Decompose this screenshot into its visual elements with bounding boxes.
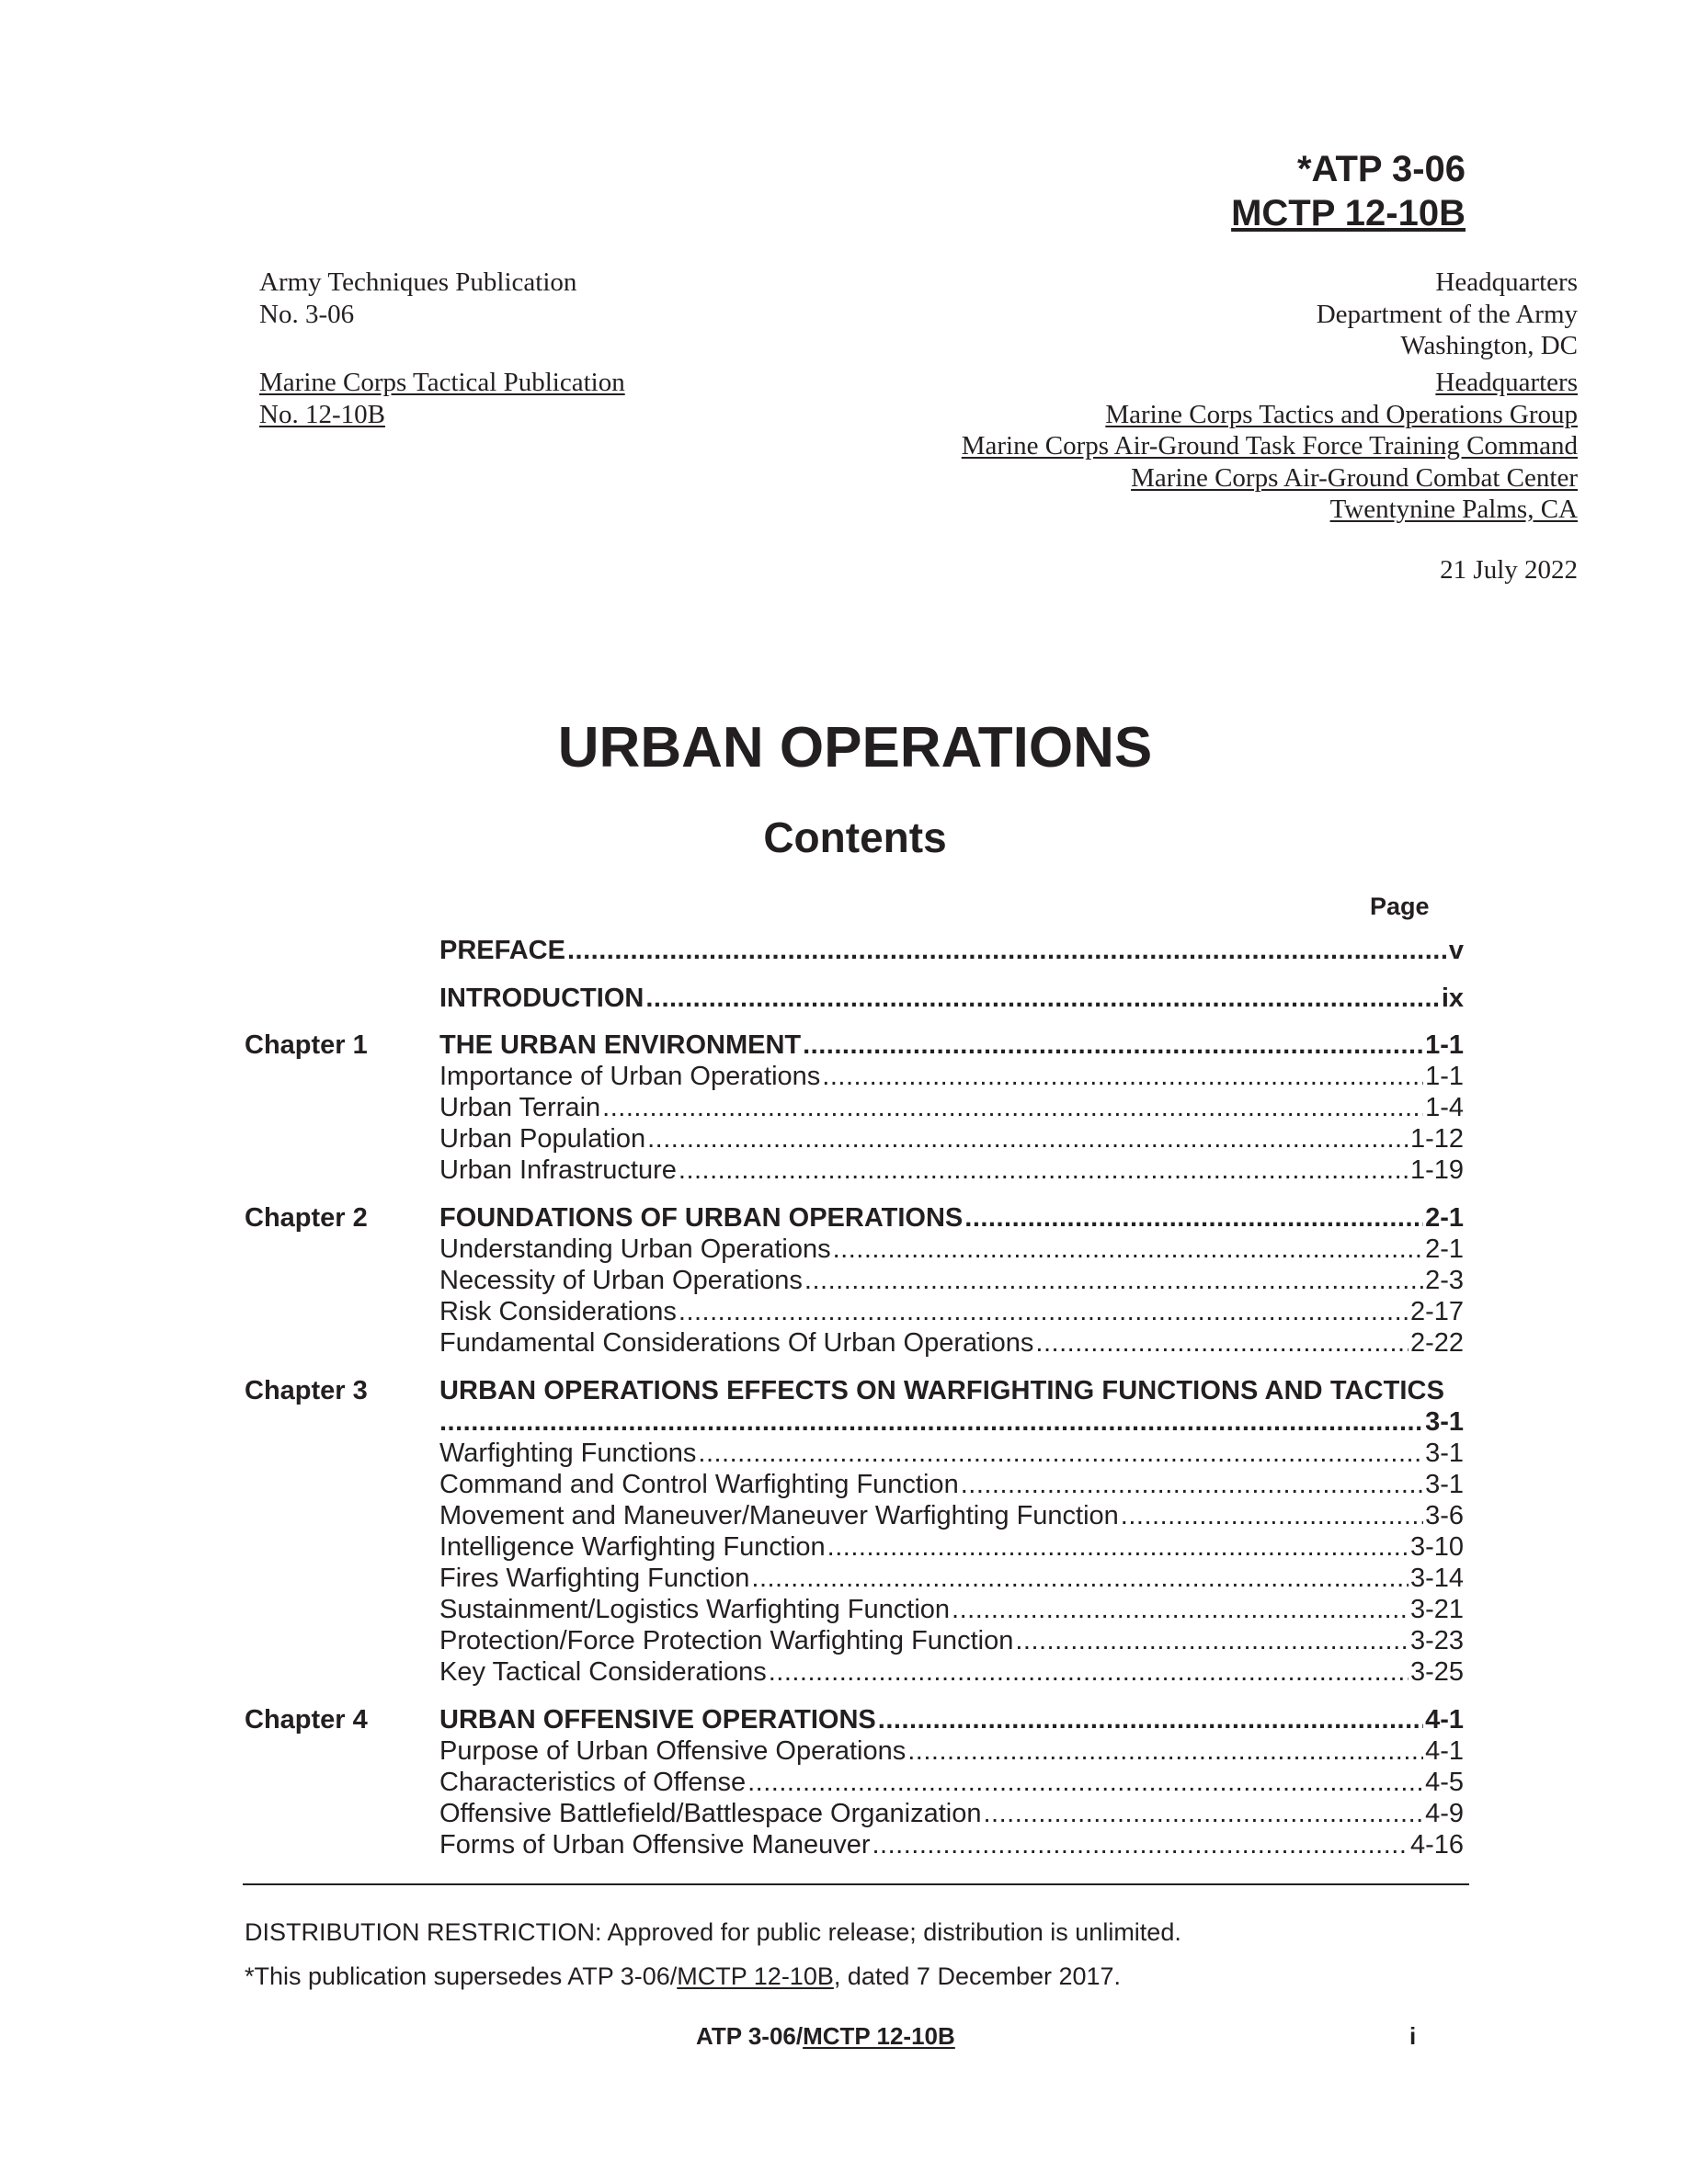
toc-entry-title: Intelligence Warfighting Function bbox=[439, 1532, 826, 1562]
toc-chapter-4[interactable] bbox=[439, 1704, 1464, 1735]
toc-entry[interactable] bbox=[439, 1155, 1464, 1186]
marine-headquarters-block bbox=[962, 367, 1578, 526]
toc-entry-page: 3-1 bbox=[1425, 1407, 1464, 1437]
toc-chapter-title: THE URBAN ENVIRONMENT bbox=[439, 1030, 802, 1060]
toc-leader bbox=[907, 1735, 1423, 1767]
toc-leader bbox=[439, 1406, 1423, 1438]
toc-entry-title: Offensive Battlefield/Battlespace Organization bbox=[439, 1799, 982, 1828]
supersedes-note bbox=[245, 1962, 1121, 1991]
supersedes-text: *This publication supersedes ATP 3-06/ bbox=[245, 1962, 678, 1990]
toc-entry-page: 3-21 bbox=[1409, 1595, 1464, 1624]
page-title: URBAN OPERATIONS bbox=[557, 716, 1153, 779]
toc-entry-title: Urban Terrain bbox=[439, 1093, 601, 1122]
toc-leader bbox=[961, 1469, 1423, 1500]
toc-entry-page: 2-22 bbox=[1409, 1328, 1464, 1358]
toc-entry[interactable] bbox=[439, 1735, 1464, 1767]
toc-entry[interactable] bbox=[439, 1327, 1464, 1359]
toc-entry-page: 4-1 bbox=[1425, 1736, 1464, 1766]
toc-entry-title: Necessity of Urban Operations bbox=[439, 1266, 803, 1295]
toc-entry-page: 3-23 bbox=[1409, 1626, 1464, 1655]
toc-entry-page: 2-1 bbox=[1425, 1234, 1464, 1264]
toc-entry-title: PREFACE bbox=[439, 936, 565, 965]
toc-entry-page: 1-1 bbox=[1425, 1062, 1464, 1091]
toc-entry-page: 3-25 bbox=[1409, 1657, 1464, 1687]
toc-entry[interactable] bbox=[439, 1829, 1464, 1860]
toc-entry-page: 2-3 bbox=[1425, 1266, 1464, 1295]
chapter-label: Chapter 4 bbox=[245, 1705, 368, 1735]
toc-leader bbox=[878, 1704, 1423, 1735]
toc-entry-page: 4-16 bbox=[1409, 1830, 1464, 1860]
toc-entry-title: Understanding Urban Operations bbox=[439, 1234, 831, 1264]
toc-entry[interactable] bbox=[439, 1265, 1464, 1296]
toc-chapter-3-title[interactable] bbox=[439, 1375, 1464, 1406]
toc-entry-title: Forms of Urban Offensive Maneuver bbox=[439, 1830, 871, 1860]
toc-entry-page: 3-14 bbox=[1409, 1564, 1464, 1593]
toc-entry-page: 2-17 bbox=[1409, 1297, 1464, 1326]
toc-entry[interactable] bbox=[439, 1296, 1464, 1327]
army-publication-number: No. 3-06 bbox=[259, 299, 355, 329]
toc-leader bbox=[827, 1531, 1409, 1563]
toc-entry-title: Command and Control Warfighting Function bbox=[439, 1470, 959, 1499]
toc-entry-page: 3-6 bbox=[1425, 1501, 1464, 1530]
toc-chapter-title: FOUNDATIONS OF URBAN OPERATIONS bbox=[439, 1203, 964, 1233]
chapter-label: Chapter 3 bbox=[245, 1376, 368, 1405]
toc-leader bbox=[747, 1767, 1423, 1798]
toc-entry-title: Warfighting Functions bbox=[439, 1439, 697, 1468]
toc-entry-title: Fundamental Considerations Of Urban Operations bbox=[439, 1328, 1034, 1358]
toc-leader bbox=[645, 983, 1439, 1014]
toc-entry[interactable] bbox=[439, 1092, 1464, 1123]
army-hq-line: Headquarters bbox=[1435, 267, 1578, 297]
toc-entry-page: 4-9 bbox=[1425, 1799, 1464, 1828]
toc-entry[interactable] bbox=[439, 1531, 1464, 1563]
toc-chapter-3-leader[interactable] bbox=[439, 1406, 1464, 1438]
army-publication-block bbox=[259, 267, 576, 330]
chapter-label: Chapter 2 bbox=[245, 1203, 368, 1233]
chapter-label: Chapter 1 bbox=[245, 1030, 368, 1060]
toc-entry-page: 1-12 bbox=[1409, 1124, 1464, 1154]
toc-leader bbox=[804, 1265, 1423, 1296]
toc-entry-page: 3-1 bbox=[1425, 1470, 1464, 1499]
toc-chapter-title: URBAN OFFENSIVE OPERATIONS bbox=[439, 1705, 876, 1735]
marine-hq-line: Marine Corps Tactics and Operations Group bbox=[1105, 399, 1578, 429]
toc-leader bbox=[769, 1656, 1409, 1688]
toc-page-label: Page bbox=[1370, 893, 1430, 920]
toc-entry[interactable] bbox=[439, 1469, 1464, 1500]
toc-entry-page: 2-1 bbox=[1425, 1203, 1464, 1233]
toc-chapter-title: URBAN OPERATIONS EFFECTS ON WARFIGHTING FUNCTIONS AND TACTICS bbox=[439, 1376, 1445, 1405]
toc-entry[interactable] bbox=[439, 1061, 1464, 1092]
toc-leader bbox=[964, 1202, 1423, 1234]
toc-leader bbox=[679, 1155, 1409, 1186]
toc-entry-title: INTRODUCTION bbox=[439, 984, 644, 1013]
toc-leader bbox=[567, 935, 1447, 966]
mctp-number: MCTP 12-10B bbox=[1231, 193, 1466, 233]
toc-leader bbox=[833, 1234, 1423, 1265]
atp-number: *ATP 3-06 bbox=[1296, 149, 1466, 189]
marine-publication-title: Marine Corps Tactical Publication bbox=[259, 368, 625, 397]
distribution-restriction: DISTRIBUTION RESTRICTION: Approved for public release; distribution is unlimited. bbox=[245, 1918, 1181, 1946]
marine-hq-line: Twentynine Palms, CA bbox=[1329, 495, 1578, 524]
running-footer-text: ATP 3-06/ bbox=[696, 2022, 804, 2050]
toc-entry-preface[interactable] bbox=[439, 935, 1464, 966]
toc-entry-title: Urban Infrastructure bbox=[439, 1155, 677, 1185]
marine-publication-block bbox=[259, 367, 625, 430]
toc-leader bbox=[698, 1438, 1423, 1469]
toc-entry[interactable] bbox=[439, 1123, 1464, 1155]
toc-entry-title: Fires Warfighting Function bbox=[439, 1564, 750, 1593]
toc-entry[interactable] bbox=[439, 1625, 1464, 1656]
marine-hq-line: Headquarters bbox=[1435, 368, 1578, 397]
toc-entry-page: ix bbox=[1441, 984, 1464, 1013]
footer-divider bbox=[243, 1883, 1469, 1885]
toc-entry[interactable] bbox=[439, 1798, 1464, 1829]
toc-entry-page: 4-5 bbox=[1425, 1768, 1464, 1797]
marine-publication-number: No. 12-10B bbox=[259, 399, 385, 429]
toc-leader bbox=[873, 1829, 1409, 1860]
toc-entry-title: Urban Population bbox=[439, 1124, 646, 1154]
supersedes-text: , dated 7 December 2017. bbox=[833, 1962, 1122, 1990]
toc-entry-page: 3-10 bbox=[1409, 1532, 1464, 1562]
toc-leader bbox=[679, 1296, 1409, 1327]
toc-entry[interactable] bbox=[439, 1500, 1464, 1531]
toc-leader bbox=[647, 1123, 1409, 1155]
toc-leader bbox=[952, 1594, 1409, 1625]
toc-entry-page: v bbox=[1448, 936, 1464, 965]
toc-entry[interactable] bbox=[439, 1234, 1464, 1265]
army-headquarters-block bbox=[1317, 267, 1578, 362]
toc-leader bbox=[822, 1061, 1423, 1092]
toc-entry-page: 4-1 bbox=[1425, 1705, 1464, 1735]
toc-leader bbox=[803, 1029, 1423, 1061]
contents-heading: Contents bbox=[763, 813, 947, 861]
page-number: i bbox=[1409, 2022, 1417, 2050]
army-hq-line: Department of the Army bbox=[1316, 299, 1578, 329]
toc-entry[interactable] bbox=[439, 1767, 1464, 1798]
running-footer bbox=[696, 2022, 955, 2051]
toc-entry-title: Protection/Force Protection Warfighting Function bbox=[439, 1626, 1014, 1655]
supersedes-link[interactable]: MCTP 12-10B bbox=[677, 1962, 834, 1990]
toc-entry-page: 3-1 bbox=[1425, 1439, 1464, 1468]
toc-entry[interactable] bbox=[439, 1563, 1464, 1594]
toc-entry-page: 1-1 bbox=[1425, 1030, 1464, 1060]
marine-hq-line: Marine Corps Air-Ground Combat Center bbox=[1131, 462, 1578, 493]
toc-entry[interactable] bbox=[439, 1656, 1464, 1688]
toc-entry-title: Importance of Urban Operations bbox=[439, 1062, 821, 1091]
toc-entry-page: 1-19 bbox=[1409, 1155, 1464, 1185]
toc-entry-title: Sustainment/Logistics Warfighting Function bbox=[439, 1595, 951, 1624]
toc-leader bbox=[602, 1092, 1423, 1123]
toc-entry-title: Movement and Maneuver/Maneuver Warfighting Function bbox=[439, 1501, 1119, 1530]
toc-leader bbox=[983, 1798, 1423, 1829]
toc-entry-title: Risk Considerations bbox=[439, 1297, 677, 1326]
toc-entry[interactable] bbox=[439, 1438, 1464, 1469]
army-hq-line: Washington, DC bbox=[1400, 331, 1578, 360]
toc-chapter-1[interactable] bbox=[439, 1029, 1464, 1061]
toc-leader bbox=[751, 1563, 1409, 1594]
toc-entry[interactable] bbox=[439, 1594, 1464, 1625]
toc-entry-title: Key Tactical Considerations bbox=[439, 1657, 767, 1687]
toc-entry-title: Characteristics of Offense bbox=[439, 1768, 747, 1797]
toc-leader bbox=[1035, 1327, 1409, 1359]
toc-chapter-2[interactable] bbox=[439, 1202, 1464, 1234]
publication-date: 21 July 2022 bbox=[1440, 555, 1578, 585]
publication-id bbox=[1231, 147, 1466, 235]
toc-entry-title: Purpose of Urban Offensive Operations bbox=[439, 1736, 907, 1766]
marine-hq-line: Marine Corps Air-Ground Task Force Training Command bbox=[961, 431, 1578, 461]
running-footer-link[interactable]: MCTP 12-10B bbox=[803, 2022, 955, 2050]
toc-leader bbox=[1121, 1500, 1423, 1531]
army-publication-title: Army Techniques Publication bbox=[259, 267, 577, 297]
toc-entry-page: 1-4 bbox=[1425, 1093, 1464, 1122]
toc-leader bbox=[1015, 1625, 1409, 1656]
toc-entry-introduction[interactable] bbox=[439, 983, 1464, 1014]
